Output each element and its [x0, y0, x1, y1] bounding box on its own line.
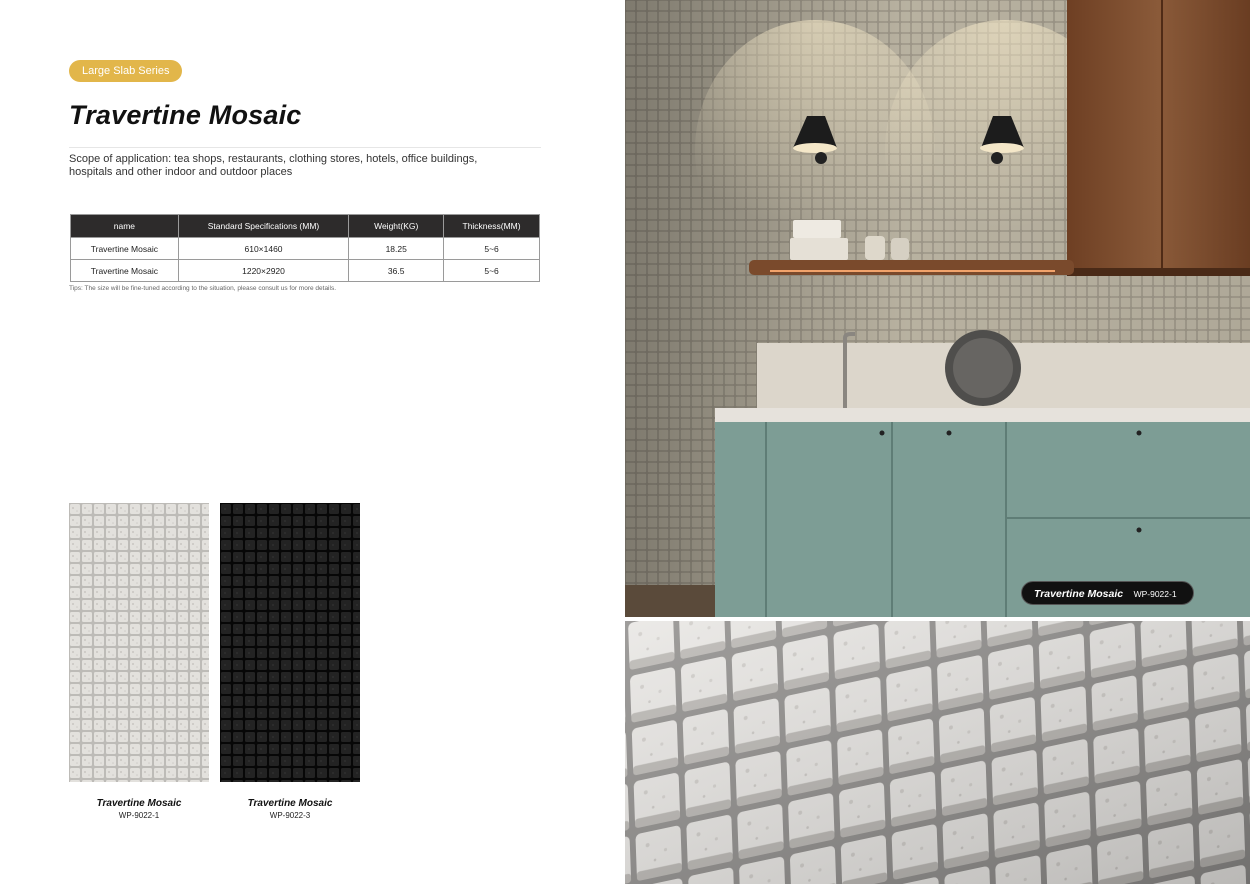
- swatch-light-tiles: [69, 503, 209, 782]
- table-header: name: [71, 215, 179, 238]
- swatch-dark-image: [220, 503, 360, 782]
- table-cell: 36.5: [349, 260, 444, 282]
- swatch-name: Travertine Mosaic: [247, 798, 333, 809]
- texture-closeup-tiles: [625, 621, 1250, 884]
- table-cell: 610×1460: [178, 238, 349, 260]
- table-row: [71, 238, 540, 260]
- swatch-code: WP-9022-1: [118, 811, 160, 820]
- title-divider: [69, 147, 541, 148]
- swatch-dark-tiles: [220, 503, 360, 782]
- table-header: Standard Specifications (MM): [178, 215, 349, 238]
- table-cell: 5~6: [444, 238, 540, 260]
- table-cell: Travertine Mosaic: [71, 260, 179, 282]
- kitchen-scene: [625, 0, 1250, 617]
- table-cell: Travertine Mosaic: [71, 238, 179, 260]
- photo-label-code: WP-9022-1: [1133, 589, 1177, 599]
- table-cell: 18.25: [349, 238, 444, 260]
- series-badge: Large Slab Series: [69, 60, 182, 82]
- table-header: Weight(KG): [349, 215, 444, 238]
- spec-table: [70, 214, 540, 282]
- photo-label: [1021, 581, 1194, 605]
- photo-label-name: Travertine Mosaic: [1034, 588, 1124, 600]
- swatch-name: Travertine Mosaic: [96, 798, 182, 809]
- swatch-light-image: [69, 503, 209, 782]
- swatch-code: WP-9022-3: [269, 811, 311, 820]
- table-row: [71, 260, 540, 282]
- table-cell: 5~6: [444, 260, 540, 282]
- texture-closeup-photo: [625, 621, 1250, 884]
- scope-text: Scope of application: tea shops, restaurants, clothing stores, hotels, office buildings, hospitals and other indoor and outdoor places: [69, 153, 478, 178]
- table-header: Thickness(MM): [444, 215, 540, 238]
- table-header-row: [71, 215, 540, 238]
- table-cell: 1220×2920: [178, 260, 349, 282]
- page-title: Travertine Mosaic: [69, 100, 302, 130]
- kitchen-photo: [625, 0, 1250, 617]
- tips-note: Tips: The size will be fine-tuned according to the situation, please consult us for more details.: [69, 285, 337, 292]
